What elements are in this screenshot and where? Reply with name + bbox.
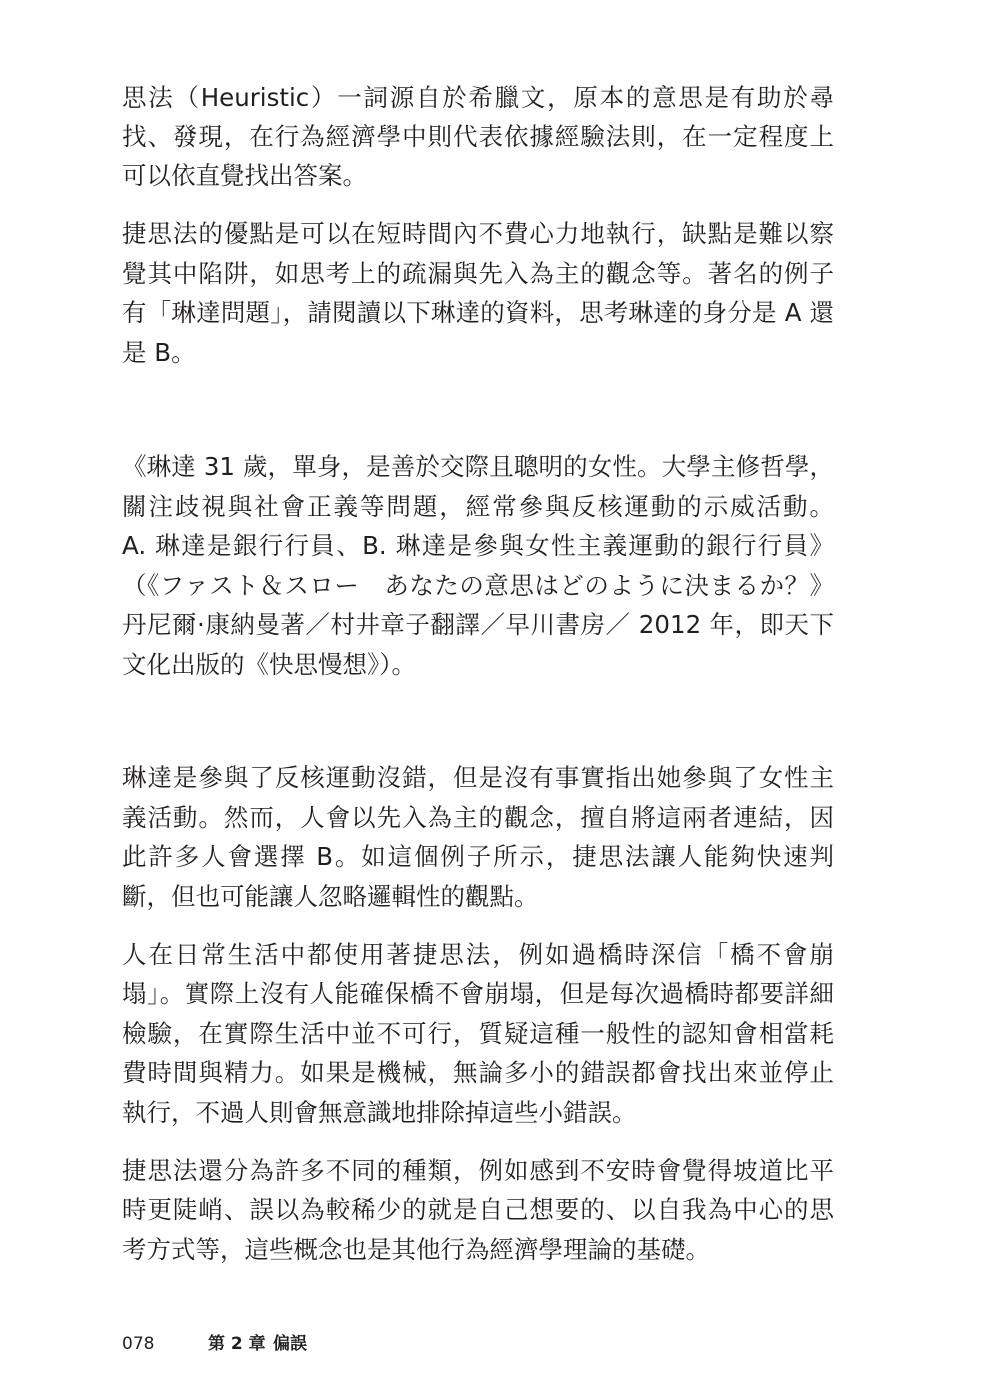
chapter-label: 第 2 章 [208, 1334, 266, 1354]
text-line: 塌」。實際上沒有人能確保橋不會崩塌，但是每次過橋時都要詳細 [122, 979, 834, 1008]
text-line: A. 琳達是銀行行員、B. 琳達是參與女性主義運動的銀行行員》 [122, 531, 834, 560]
text-line: 人在日常生活中都使用著捷思法，例如過橋時深信「橋不會崩 [122, 940, 834, 969]
text-line: 義活動。然而，人會以先入為主的觀念，擅自將這兩者連結，因 [122, 803, 834, 832]
text-line: 思法（Heuristic）一詞源自於希臘文，原本的意思是有助於尋 [122, 83, 834, 112]
text-line: 文化出版的《快思慢想》）。 [122, 650, 416, 679]
chapter-title: 偏誤 [273, 1334, 307, 1354]
text-line: 丹尼爾·康納曼著／村井章子翻譯／早川書房／ 2012 年，即天下 [122, 610, 834, 639]
text-line: 檢驗，在實際生活中並不可行，質疑這種一般性的認知會相當耗 [122, 1019, 834, 1048]
text-line: 有「琳達問題」，請閱讀以下琳達的資料，思考琳達的身分是 A 還 [122, 298, 834, 327]
text-line: 捷思法還分為許多不同的種類，例如感到不安時會覺得坡道比平 [122, 1156, 834, 1185]
text-line: 關注歧視與社會正義等問題，經常參與反核運動的示威活動。 [122, 492, 834, 521]
text-line: 時更陡峭、誤以為較稀少的就是自己想要的、以自我為中心的思 [122, 1195, 834, 1224]
text-line: 斷，但也可能讓人忽略邏輯性的觀點。 [122, 882, 539, 911]
text-line: 《琳達 31 歲，單身，是善於交際且聰明的女性。大學主修哲學， [122, 452, 834, 481]
text-line: （《ファスト＆スロー あなたの意思はどのように決まるか？》 [122, 571, 834, 600]
text-line: 找、發現，在行為經濟學中則代表依據經驗法則，在一定程度上 [122, 122, 834, 151]
text-line: 此許多人會選擇 B。如這個例子所示，捷思法讓人能夠快速判 [122, 842, 834, 871]
text-line: 考方式等，這些概念也是其他行為經濟學理論的基礎。 [122, 1235, 710, 1264]
text-line: 費時間與精力。如果是機械，無論多小的錯誤都會找出來並停止 [122, 1058, 834, 1087]
text-line: 琳達是參與了反核運動沒錯，但是沒有事實指出她參與了女性主 [122, 763, 834, 792]
page-number: 078 [122, 1334, 155, 1354]
text-line: 捷思法的優點是可以在短時間內不費心力地執行，缺點是難以察 [122, 219, 834, 248]
text-line: 可以依直覺找出答案。 [122, 161, 367, 190]
text-line: 是 B。 [122, 338, 196, 367]
text-line: 執行，不過人則會無意識地排除掉這些小錯誤。 [122, 1098, 637, 1127]
text-line: 覺其中陷阱，如思考上的疏漏與先入為主的觀念等。著名的例子 [122, 259, 834, 288]
